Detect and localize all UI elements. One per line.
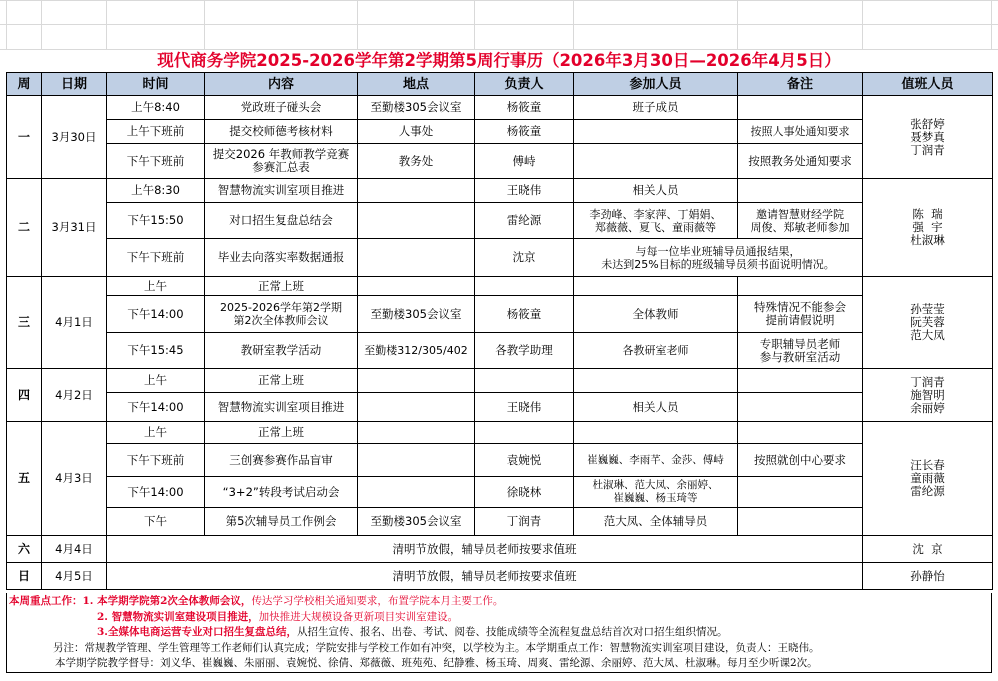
col-header-week: 周: [7, 73, 42, 96]
place-cell: [358, 422, 475, 444]
notes-item-tail: 加快推进大规模设备更新项目实训室建设。: [258, 610, 459, 623]
remark-line: 周俊、郑敏老师参加: [750, 220, 850, 234]
leader-cell: 杨筱童: [475, 296, 574, 333]
leader-cell: 徐晓林: [475, 477, 574, 508]
participants-cell: [574, 422, 738, 444]
time-cell: 下午14:00: [107, 477, 205, 508]
time-cell: 下午下班前: [107, 239, 205, 277]
participants-cell: [574, 369, 738, 393]
content-cell: 教研室教学活动: [205, 333, 358, 369]
col-header-participants: 参加人员: [574, 73, 738, 96]
table-row: [7, 508, 993, 536]
duty-person: 聂梦真: [910, 129, 945, 144]
weekday-cell: 四: [7, 369, 42, 422]
place-cell: 教务处: [358, 144, 475, 179]
table-row: [7, 536, 993, 563]
date-cell: 4月4日: [42, 536, 107, 563]
holiday-note-cell: 清明节放假，辅导员老师按要求值班: [107, 563, 863, 590]
place-cell: [358, 477, 475, 508]
place-cell: [358, 393, 475, 422]
time-cell: 下午: [107, 508, 205, 536]
table-row: [7, 369, 993, 393]
participants-cell: 范大凤、全体辅导员: [574, 508, 738, 536]
duty-cell: [863, 422, 993, 536]
duty-person: 强 宇: [912, 220, 943, 234]
notes-supervisors: 本学期学院教学督导：刘义华、崔巍巍、朱丽丽、袁婉悦、徐倩、郑薇薇、班苑苑、纪静雅、杨玉琦、周爽、雷纶源、余丽婷、范大凤、杜淑琳。每月至少听课2次。: [55, 657, 818, 669]
table-row: [7, 444, 993, 477]
remark-cell: [738, 179, 863, 203]
table-row: [7, 422, 993, 444]
content-cell: 第5次辅导员工作例会: [205, 508, 358, 536]
table-row: [7, 179, 993, 203]
notes-line: [9, 594, 989, 610]
place-cell: [358, 277, 475, 296]
table-row: [7, 96, 993, 120]
col-header-remark: 备注: [738, 73, 863, 96]
notes-line: [9, 625, 989, 641]
date-cell: 4月5日: [42, 563, 107, 590]
duty-person: 陈 瑞: [912, 207, 943, 221]
place-cell: [358, 179, 475, 203]
table-row: [7, 563, 993, 590]
duty-person: 施智明: [910, 387, 945, 402]
remark-line: 参与教研室活动: [759, 349, 841, 364]
participants-cell: [574, 477, 738, 508]
merged-note-cell: [574, 239, 863, 277]
leader-cell: 傅峙: [475, 144, 574, 179]
time-cell: 下午14:00: [107, 296, 205, 333]
duty-person: 孙莹莹: [910, 302, 945, 316]
holiday-note-cell: 清明节放假，辅导员老师按要求值班: [107, 536, 863, 563]
duty-person: 童雨薇: [910, 471, 945, 485]
leader-cell: 丁润青: [475, 508, 574, 536]
remark-line: 特殊情况不能参会: [754, 300, 846, 314]
time-cell: 下午15:50: [107, 203, 205, 239]
place-cell: 至勤楼305会议室: [358, 96, 475, 120]
weekday-cell: 二: [7, 179, 42, 277]
col-header-content: 内容: [205, 73, 358, 96]
col-header-time: 时间: [107, 73, 205, 96]
table-row: [7, 144, 993, 179]
duty-person: 余丽婷: [910, 400, 945, 415]
date-cell: 4月1日: [42, 277, 107, 369]
remark-cell: [738, 369, 863, 393]
duty-person: 张舒婷: [910, 116, 945, 131]
content-cell: 智慧物流实训室项目推进: [205, 179, 358, 203]
content-cell: 提交校师德考核材料: [205, 120, 358, 144]
content-cell: “3+2”转段考试启动会: [205, 477, 358, 508]
remark-cell: [738, 333, 863, 369]
date-cell: 3月30日: [42, 96, 107, 179]
participants-cell: [574, 203, 738, 239]
leader-cell: 雷纶源: [475, 203, 574, 239]
content-cell: 毕业去向落实率数据通报: [205, 239, 358, 277]
place-cell: [358, 444, 475, 477]
leader-cell: 袁婉悦: [475, 444, 574, 477]
time-cell: 上午: [107, 277, 205, 296]
content-cell: 正常上班: [205, 422, 358, 444]
remark-line: 邀请智慧财经学院: [756, 207, 844, 221]
table-row: [7, 239, 993, 277]
participants-line: 杜淑琳、范大凤、余丽婷、: [592, 479, 719, 491]
content-cell: 正常上班: [205, 369, 358, 393]
duty-person: 范大凤: [910, 328, 945, 342]
remark-cell: [738, 422, 863, 444]
col-header-leader: 负责人: [475, 73, 574, 96]
content-line: 2025-2026学年第2学期: [220, 301, 342, 314]
place-cell: [358, 239, 475, 277]
time-cell: 下午下班前: [107, 144, 205, 179]
date-cell: 4月3日: [42, 422, 107, 536]
weekday-cell: 日: [7, 563, 42, 590]
participants-line: 郑薇薇、夏飞、童雨薇等: [595, 220, 716, 234]
leader-cell: [475, 277, 574, 296]
table-row: [7, 296, 993, 333]
duty-cell: 沈 京: [863, 536, 993, 563]
content-cell: 正常上班: [205, 277, 358, 296]
note-line: 与每一位毕业班辅导员通报结果，: [635, 244, 801, 258]
content-line: 第2次全体教师会议: [233, 314, 329, 327]
duty-person: 丁润青: [910, 142, 945, 157]
content-cell: [205, 296, 358, 333]
duty-cell: [863, 369, 993, 422]
remark-cell: [738, 203, 863, 239]
duty-person: 丁润青: [910, 374, 945, 389]
schedule-table: [6, 72, 993, 590]
leader-cell: 王晓伟: [475, 179, 574, 203]
place-cell: 至勤楼305会议室: [358, 508, 475, 536]
place-cell: 至勤楼305会议室: [358, 296, 475, 333]
participants-cell: 全体教师: [574, 296, 738, 333]
weekday-cell: 三: [7, 277, 42, 369]
leader-cell: 杨筱童: [475, 96, 574, 120]
duty-cell: [863, 96, 993, 179]
leader-cell: 杨筱童: [475, 120, 574, 144]
notes-label: 本周重点工作：: [9, 595, 83, 607]
participants-line: 崔巍巍、杨玉琦等: [613, 492, 698, 504]
spreadsheet-gridlines: [0, 0, 998, 50]
participants-cell: 崔巍巍、李雨芊、金莎、傅峙: [574, 444, 738, 477]
participants-line: 李劲峰、李家萍、丁娟娟、: [589, 207, 722, 221]
weekday-cell: 五: [7, 422, 42, 536]
duty-person: 阮芙蓉: [910, 315, 945, 329]
remark-cell: 按照人事处通知要求: [738, 120, 863, 144]
table-row: [7, 277, 993, 296]
leader-cell: [475, 422, 574, 444]
time-cell: 下午下班前: [107, 444, 205, 477]
place-cell: [358, 203, 475, 239]
weekday-cell: 六: [7, 536, 42, 563]
place-cell: 至勤楼312/305/402: [358, 333, 475, 369]
content-cell: 三创赛参赛作品盲审: [205, 444, 358, 477]
remark-cell: [738, 508, 863, 536]
remark-cell: [738, 296, 863, 333]
notes-line: [9, 610, 989, 626]
participants-cell: [574, 120, 738, 144]
remark-cell: [738, 277, 863, 296]
content-line: 参赛汇总表: [252, 160, 310, 174]
remark-cell: [738, 96, 863, 120]
duty-person: 雷纶源: [910, 484, 945, 498]
participants-cell: [574, 277, 738, 296]
date-cell: 4月2日: [42, 369, 107, 422]
notes-other: 另注：常规教学管理、学生管理等工作老师们认真完成；学院安排与学校工作如有冲突，以学校为主。本学期重点工作：智慧物流实训室项目建设，负责人：王晓伟。: [53, 641, 820, 654]
notes-item-head: 3.全媒体电商运营专业对口招生复盘总结，: [97, 626, 297, 638]
time-cell: 上午8:40: [107, 96, 205, 120]
weekday-cell: 一: [7, 96, 42, 179]
header-row: [7, 73, 993, 96]
duty-cell: [863, 277, 993, 369]
duty-cell: 孙静怡: [863, 563, 993, 590]
notes-item-head: 2. 智慧物流实训室建设项目推进，: [97, 610, 259, 623]
content-cell: [205, 144, 358, 179]
place-cell: [358, 369, 475, 393]
content-cell: 智慧物流实训室项目推进: [205, 393, 358, 422]
table-row: [7, 203, 993, 239]
time-cell: 下午14:00: [107, 393, 205, 422]
place-cell: 人事处: [358, 120, 475, 144]
remark-line: 专职辅导员老师: [759, 336, 841, 351]
content-line: 提交2026 年教师教学竞赛: [212, 147, 350, 161]
weekly-notes: [6, 593, 992, 673]
table-row: [7, 333, 993, 369]
table-row: [7, 477, 993, 508]
leader-cell: [475, 369, 574, 393]
time-cell: 上午8:30: [107, 179, 205, 203]
time-cell: 上午: [107, 369, 205, 393]
table-row: [7, 120, 993, 144]
notes-item-tail: 从招生宣传、报名、出卷、考试、阅卷、技能成绩等全流程复盘总结首次对口招生组织情况。: [296, 626, 728, 638]
table-row: [7, 393, 993, 422]
notes-item-tail: 传达学习学校相关通知要求，布置学院本月主要工作。: [251, 595, 504, 607]
page-title: 现代商务学院2025-2026学年第2学期第5周行事历（2026年3月30日—2026年4月5日）: [157, 51, 841, 70]
participants-cell: 相关人员: [574, 393, 738, 422]
col-header-date: 日期: [42, 73, 107, 96]
remark-cell: 按照教务处通知要求: [738, 144, 863, 179]
notes-item-head: 1. 本学期学院第2次全体教师会议，: [82, 595, 252, 607]
time-cell: 上午: [107, 422, 205, 444]
date-cell: 3月31日: [42, 179, 107, 277]
leader-cell: 沈京: [475, 239, 574, 277]
time-cell: 下午15:45: [107, 333, 205, 369]
participants-cell: 各教研室老师: [574, 333, 738, 369]
content-cell: 党政班子碰头会: [205, 96, 358, 120]
remark-cell: 按照就创中心要求: [738, 444, 863, 477]
col-header-place: 地点: [358, 73, 475, 96]
note-line: 未达到25%目标的班级辅导员须书面说明情况。: [601, 257, 835, 271]
col-header-duty: 值班人员: [863, 73, 993, 96]
remark-cell: [738, 393, 863, 422]
leader-cell: 王晓伟: [475, 393, 574, 422]
duty-cell: [863, 179, 993, 277]
time-cell: 上午下班前: [107, 120, 205, 144]
participants-cell: 班子成员: [574, 96, 738, 120]
remark-line: 提前请假说明: [765, 313, 835, 327]
duty-person: 杜淑琳: [910, 233, 945, 247]
remark-cell: [738, 477, 863, 508]
participants-cell: [574, 144, 738, 179]
participants-cell: 相关人员: [574, 179, 738, 203]
duty-person: 汪长春: [910, 458, 945, 472]
content-cell: 对口招生复盘总结会: [205, 203, 358, 239]
leader-cell: 各教学助理: [475, 333, 574, 369]
